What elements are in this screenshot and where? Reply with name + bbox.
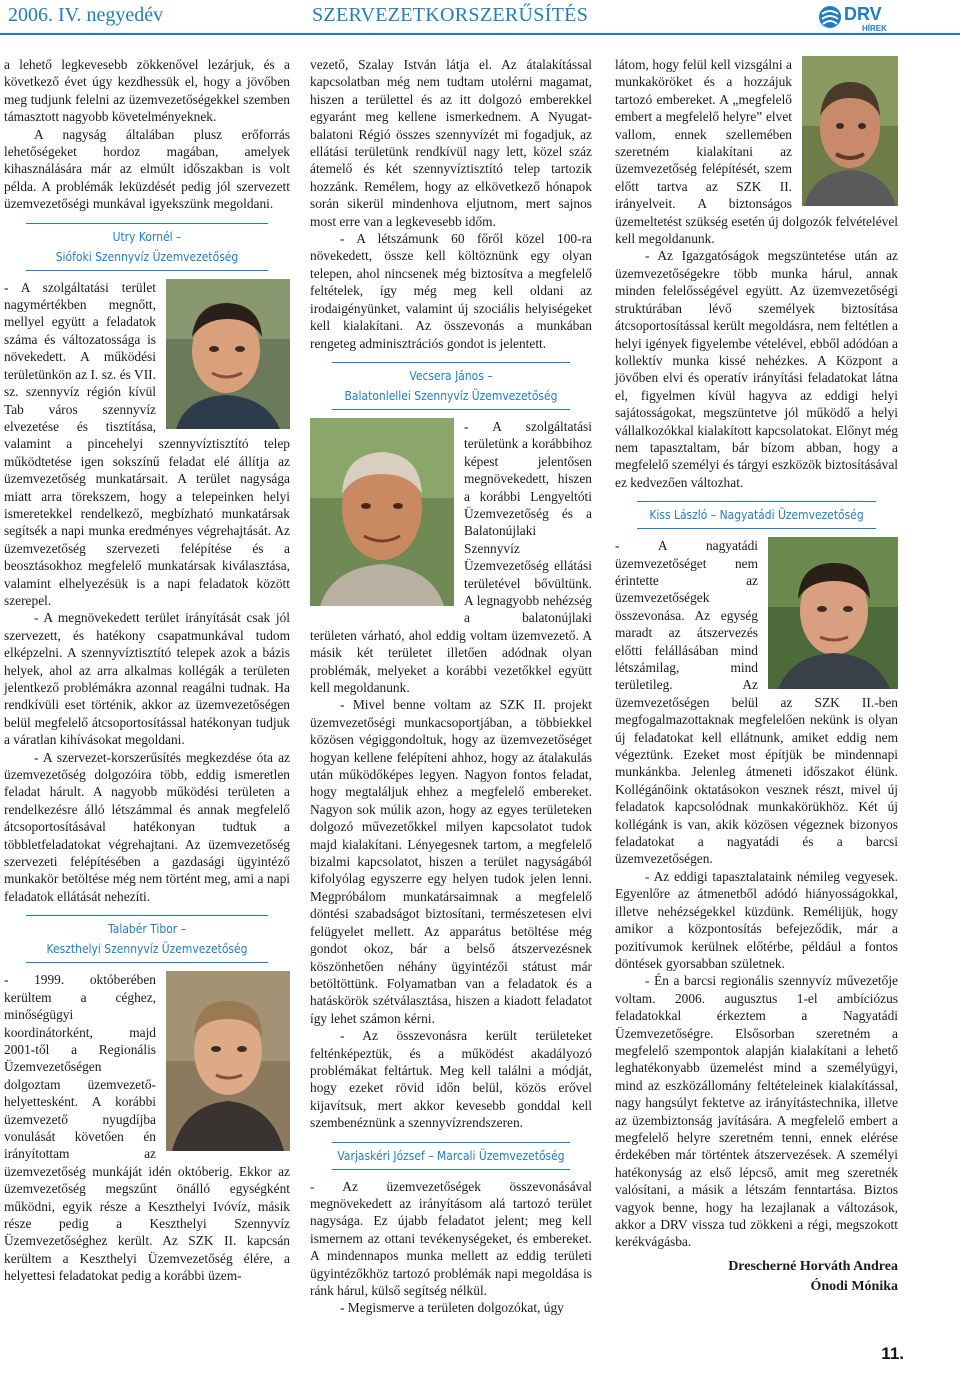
paragraph: - Mivel benne voltam az SZK II. projekt üzemvezetőségi munkacsoportjában, a többiekkel közösen végiggondoltuk, hogy az üzemvezetőséget hogyan kellene felépíteni ahhoz, hogy az átalakulás után működőképes legyen. Nagyon fontos feladat, hogy megtaláljuk ehhez a megfelelő embereket. Nagyon sok múlik azon, hogy az egyes területeken dolgozó művezetőkkel milyen kapcsolatot tudok majd kialakítani. Lényegesnek tartom, a megfelelő bizalmi kapcsolatot, hiszen a terület nagyságából kifolyólag egyszerre egy helyen tudok jelen lenni. Megpróbálom munkatársaimnak a megfelelő döntési szabadságot biztosítani, természetesen elvi felügyelet mellett. Az apparátus betöltése még gondot okoz, bár a belső átszervezésnek köszönhetően néhány ügyintézői státust már betöltöttünk. Folyamatban van a feladatok és a hatáskörök szétválasztása, hiszen a kiadott feladatot így lehet számon kérni. [310, 697, 592, 1026]
header-rule [0, 33, 960, 35]
paragraph: - Az Igazgatóságok megszüntetése után az üzemvezetőségekre több munka hárul, annak minden felelősségével együtt. Az üzemvezetőségi struktúrában lévő személyek biztosítása átcsoportosítással került megoldásra, nem feltétlen a helyi igények figyelembe vételével, ebből adódóan a kollektív munka kissé nehézkes. A Központ a jövőben elvi és operatív irányítási feladatokat látna el, figyelmen kívül hagyva az eddigi helyi sajátosságokat, megszüntetve jól működő a helyi vállalkozókkal kialakított kapcsolatokat. Előnyt még nem tapasztaltam, bár bízom abban, hogy a megfelelő személyi és tárgyi eszközök biztosításával ez kedvezően változhat. [615, 248, 898, 490]
person-org: Balatonlellei Szennyvíz Üzemvezetőség [344, 387, 558, 403]
paragraph: - 1999. októberében kerültem a céghez, minőségügyi koordinátorként, majd 2001-től a Regionális Üzemvezetőségen dolgoztam üzemvezető-helyettesként. A korábbi üzemvezető nyugdíjba vonulását követően én irányítottam az üzemvezetőség munkáját idén októberig. Ekkor az üzemvezetőség megszűnt önálló egységként működni, egyik része a Keszthelyi Ivóvíz, másik része pedig a Keszthelyi Szennyvíz Üzemvezetőséghez került. Az SZK II. kapcsán kerültem a Keszthelyi Üzemvezetőség élére, a helyettesi feladatokat pedig a korábbi üzem- [4, 972, 290, 1284]
paragraph: a lehető legkevesebb zökkenővel lezárjuk, és a következő évet úgy kezdhessük el, hogy a jövőben meg tudjunk felelni az üzemvezetőségekkel szemben támasztott nagyobb követelményeknek. [4, 57, 290, 125]
person-org: Keszthelyi Szennyvíz Üzemvezetőség [46, 941, 248, 957]
paragraph: - A létszámunk 60 főről közel 100-ra növekedett, össze kell költöznünk egy olyan telepen, ahol nincsenek még biztosítva a megfelelő feltételek, így még meg kell oldani az irodaigényünket, valamint új szociális helyiségeket kell kialakítani. Az összevonás a munkában rengeteg adminisztrációs gondot is jelentett. [310, 231, 592, 351]
paragraph: látom, hogy felül kell vizsgálni a munkaköröket és a hozzájuk tartozó embereket. A „megfelelő embert a megfelelő helyre” elvet vallom, ennek szellemében szeretném kialakítani az üzemvezetőség felépítését, szem előtt tartva az SZK II. irányelveit. A biztonságos üzemeltetést szükség esetén új dolgozók felvételével kell megoldanunk. [615, 57, 898, 247]
person-name: Vecsera János – [409, 367, 493, 383]
person-name: Talabér Tibor – [107, 921, 187, 937]
author-signature [615, 1257, 898, 1297]
photo-kiss-laszlo [768, 537, 898, 689]
paragraph: A nagyság általában plusz erőforrás lehetőségeket hordoz magában, amelyek kihasználására már az elmúlt időszakban is volt példa. A problémák leküzdését pedig jól szervezett üzemvezetőségi munkával igyekszünk megoldani. [4, 126, 290, 212]
person-org: Siófoki Szennyvíz Üzemvezetőség [55, 248, 239, 264]
photo-talaber-tibor [166, 971, 290, 1151]
section-heading-talaber [4, 915, 290, 963]
paragraph: - Megismerve a területen dolgozókat, úgy [340, 1300, 564, 1316]
paragraph: - A szervezet-korszerűsítés megkezdése óta az üzemvezetőség dolgozóira több, eddig ismeretlen feladat hárult. A nagyobb működési területen a rendelkezésre álló létszámmal és annak megfelelő átcsoportosításával hatékonyan tudtuk a többletfeladatokat végrehajtani. Az üzemvezetőség szervezeti felépítésében a gazdasági ügyintéző munkakör betöltése még nem történt meg, ami a napi feladatok ellátását nehezíti. [4, 749, 290, 904]
photo-varjaskeri-jozsef [802, 56, 898, 206]
photo-utry-kornel [166, 279, 290, 429]
section-heading-kiss [615, 501, 898, 529]
logo-text: DRV [844, 4, 882, 24]
paragraph: - Én a barcsi regionális szennyvíz művezetője voltam. 2006. augusztus 1-el ambíciózus feladatokkal érkeztem a Nagyatádi Üzemvezetőségre. Elsősorban szeretném a megfelelő szempontok alapján kialakítani a lehető leghatékonyabb üzemelést mind a személyügyi, mind az eszközállomány feltételeinek kialakítással, nagy hangsúlyt fektetve az irányítástechnika, illetve az üzembiztonság javítására. A megfelelő embert a megfelelő helyre szeretném tenni, ennek elérése érdekében már történtek átszervezések. A személyi hatékonyság az első lépcső, amit meg szeretnék valósítani, a másik a létszám fenntartása. Biztos vagyok benne, hogy ha lezajlanak a változások, akkor a DRV vissza tud zökkeni a régi, megszokott kerékvágásba. [615, 973, 898, 1250]
column-2 [310, 56, 592, 1317]
paragraph: - A nagyatádi üzemvezetőséget nem érintette az üzemvezetőségek összevonása. Az egység maradt az átszervezés előtti felállásában mind létszámilag, mind területileg. Az üzemvezetőségen belül az SZK II.-ben megfogalmazottaknak megfelelően nekünk is olyan új feladatokat kell ellátnunk, amiket eddig nem végeztünk. Ezeket most építjük be mindennapi munkánkba. Jelenleg átmeneti időszakot élünk. Kollégánőink oktatásokon vesznek részt, mivel új feladatok kapcsolódnak munkakörükhöz. Két új kollégánk is van, akik közösen végeznek bizonyos feladatokat a nagyatádi és a barcsi üzemvezetőségen. [615, 538, 898, 867]
author-name-2: Ónodi Mónika [810, 1278, 898, 1294]
column-3 [615, 56, 898, 1297]
photo-vecsera-janos [310, 418, 454, 606]
person-name-org: Kiss László – Nagyatádi Üzemvezetőség [649, 507, 864, 523]
author-name-1: Drescherné Horváth Andrea [728, 1258, 898, 1274]
section-heading-utry [4, 223, 290, 271]
section-heading-vecsera [310, 362, 592, 410]
paragraph: - A megnövekedett terület irányítását csak jól szervezett, és hatékony csapatmunkával tudom elképzelni. A szennyvíztisztító telepek azok a bázis helyek, ahol az arra alkalmas kollégák a területen jelentkező problémákra azonnal reagálni tudnak. Ha rendkívüli eset történik, akkor az üzemvezetőségen belül megfelelő átcsoportosítással hatékonyan tudjuk a váratlan kihívásokat megoldani. [4, 610, 290, 748]
paragraph: - Az összevonásra került területeket felténképeztük, és a működést akadályozó problémákat feltártuk. Meg kell találni a módját, hogy ezeket rövid időn belül, közös erővel kijavítsuk, mert akkor kevesebb gonddal kell szembenéznünk a szennyvízrendszeren. [310, 1028, 592, 1131]
drv-logo [818, 2, 902, 34]
page-header [0, 0, 960, 34]
paragraph: vezető, Szalay István látja el. Az átalakítással kapcsolatban még nem tudtam utolérni magamat, hiszen a területtel és az itt dolgozó emberekkel egyaránt meg kellene ismerkednem. A Nyugat-balatoni Régió összes szennyvízét mi fogadjuk, az ellátási területünk rendkívül nagy lett, közel száz átemelő és két szennyvíztisztító telep tartozik hozzánk. Remélem, hogy az elkövetkező hónapok során sikerül mindenhova eljutnom, mert sajnos most erre van a legkevesebb időm. [310, 57, 592, 229]
section-heading-varjaskeri [310, 1142, 592, 1170]
section-title: SZERVEZETKORSZERŰSÍTÉS [312, 4, 589, 26]
paragraph: - Az eddigi tapasztalataink némileg vegyesek. Egyenlőre az átmenetből adódó hiányosságokkal, illetve nehézségekkel küzdünk. Remélijük, hogy amikor a központosítás befejeződik, már a pozitívumok kerülnek előtérbe, például a fontos döntések gyorsabban születnek. [615, 868, 898, 971]
person-name-org: Varjaskéri József – Marcali Üzemvezetőség [337, 1147, 565, 1163]
paragraph: - Az üzemvezetőségek összevonásával megnövekedett az irányításom alá tartozó terület nagysága. Ez újabb feladatot jelent; meg kell ismernem az ottani tevékenységeket, és embereket. A mindennapos munka mellett az eddig területi ügyintézőkhöz tartozó problémák napi megoldása is ránk hárul, külső segítség nélkül. [310, 1178, 592, 1298]
column-1 [4, 56, 290, 1285]
issue-label: 2006. IV. negyedév [8, 4, 164, 26]
page-number: 11. [881, 1344, 904, 1363]
paragraph: - A szolgáltatási területünk a korábbihoz képest jelentősen megnövekedett, hiszen a korábbi Lengyeltóti Üzemvezetőség és a Balatonújlaki Szennyvíz Üzemvezetőség ellátási területével bővültünk. A legnagyobb nehézség a balatonújlaki területen várható, ahol eddig voltam üzemvezető. A másik két területet illetően adódnak olyan problémák, melyeket a korábbi vezetőkkel együtt kell megoldanunk. [310, 418, 592, 695]
person-name: Utry Kornél – [112, 228, 182, 244]
paragraph: - A szolgáltatási terület nagymértékben megnőtt, mellyel együtt a feladatok száma és változatossága is növekedett. A működési területünkön az I. sz. és VII. sz. szennyvíz régión kívül Tab város szennyvíz elvezetése és tisztítása, valamint a pincehelyi szennyvíztisztító telep működtetése igen sokszínű feladat elé állítja az üzemvezetőség munkatársait. A terület nagysága miatt arra törekszem, hogy a telepeinken helyi ismeretekkel rendelkező, megbízható munkatársak segítsék a napi munka eredményes végrehajtását. Az üzemvezetőség szervezeti felépítése és a beosztásokhoz megfelelő munkatársak kiválasztása, valamint elhelyezésük is a napi feladatok között szerepel. [4, 279, 290, 608]
logo-subtext: HÍREK [862, 24, 887, 33]
